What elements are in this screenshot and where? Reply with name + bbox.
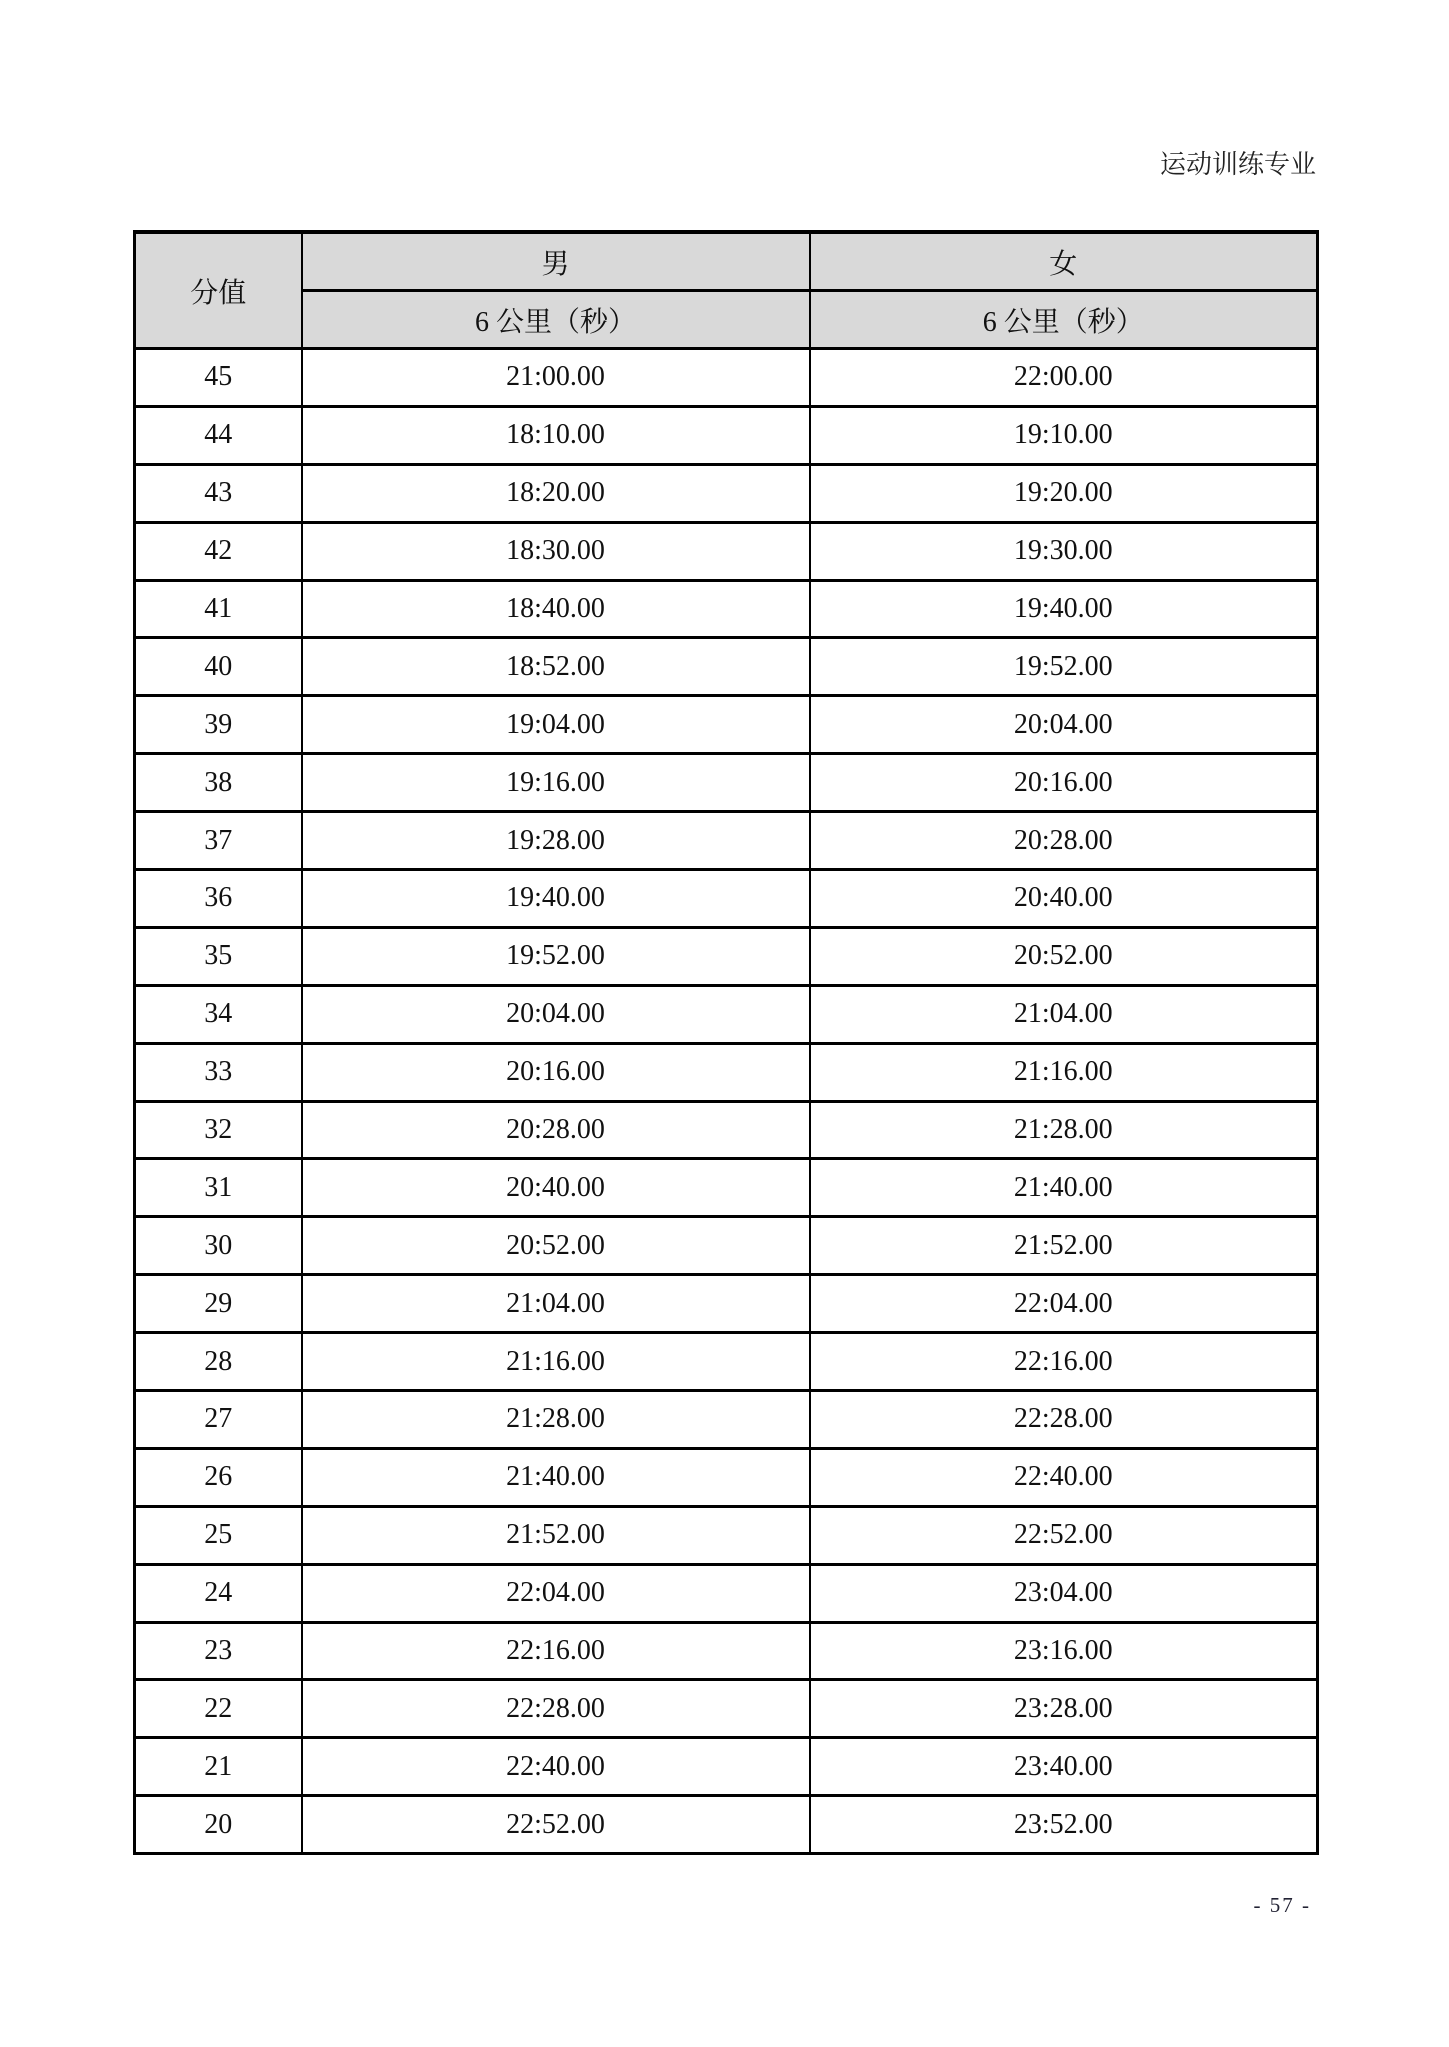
male-time-cell: 20:28.00 (302, 1101, 810, 1159)
score-cell: 36 (135, 870, 302, 928)
table-row (135, 1391, 1318, 1449)
female-event-header: 6 公里（秒） (810, 291, 1318, 349)
female-time-cell: 21:04.00 (810, 985, 1318, 1043)
female-time-cell: 23:40.00 (810, 1738, 1318, 1796)
score-cell: 32 (135, 1101, 302, 1159)
table-row (135, 927, 1318, 985)
female-time-cell: 23:04.00 (810, 1564, 1318, 1622)
score-cell: 43 (135, 464, 302, 522)
table-row (135, 1101, 1318, 1159)
table-row (135, 580, 1318, 638)
table-row (135, 1796, 1318, 1854)
score-cell: 22 (135, 1680, 302, 1738)
male-time-cell: 21:40.00 (302, 1448, 810, 1506)
male-time-cell: 21:04.00 (302, 1275, 810, 1333)
running-header: 运动训练专业 (1159, 150, 1316, 179)
table-row (135, 406, 1318, 464)
male-time-cell: 18:52.00 (302, 638, 810, 696)
score-cell: 28 (135, 1333, 302, 1391)
male-time-cell: 18:30.00 (302, 522, 810, 580)
table-row (135, 464, 1318, 522)
score-cell: 29 (135, 1275, 302, 1333)
event-header-row (135, 291, 1318, 349)
table-row (135, 696, 1318, 754)
table-row (135, 1506, 1318, 1564)
female-time-cell: 21:16.00 (810, 1043, 1318, 1101)
score-cell: 34 (135, 985, 302, 1043)
table-row (135, 812, 1318, 870)
male-time-cell: 18:40.00 (302, 580, 810, 638)
male-time-cell: 18:10.00 (302, 406, 810, 464)
female-time-cell: 23:52.00 (810, 1796, 1318, 1854)
male-event-header: 6 公里（秒） (302, 291, 810, 349)
score-cell: 20 (135, 1796, 302, 1854)
score-cell: 31 (135, 1159, 302, 1217)
score-cell: 41 (135, 580, 302, 638)
female-group-header: 女 (810, 232, 1318, 291)
male-time-cell: 22:28.00 (302, 1680, 810, 1738)
page-number: - 57 - (1253, 1893, 1311, 1917)
group-header-row (135, 232, 1318, 291)
table-row (135, 1217, 1318, 1275)
table-row (135, 349, 1318, 407)
female-time-cell: 23:28.00 (810, 1680, 1318, 1738)
female-time-cell: 22:00.00 (810, 349, 1318, 407)
male-time-cell: 21:28.00 (302, 1391, 810, 1449)
table-row (135, 754, 1318, 812)
score-cell: 33 (135, 1043, 302, 1101)
score-cell: 40 (135, 638, 302, 696)
female-time-cell: 20:52.00 (810, 927, 1318, 985)
female-time-cell: 20:16.00 (810, 754, 1318, 812)
female-time-cell: 22:04.00 (810, 1275, 1318, 1333)
score-column-header: 分值 (135, 232, 302, 349)
score-cell: 23 (135, 1622, 302, 1680)
table-row (135, 1043, 1318, 1101)
score-cell: 27 (135, 1391, 302, 1449)
score-cell: 44 (135, 406, 302, 464)
male-time-cell: 21:52.00 (302, 1506, 810, 1564)
score-cell: 21 (135, 1738, 302, 1796)
score-cell: 45 (135, 349, 302, 407)
female-time-cell: 21:40.00 (810, 1159, 1318, 1217)
table-row (135, 1275, 1318, 1333)
female-time-cell: 19:30.00 (810, 522, 1318, 580)
table-row (135, 638, 1318, 696)
female-time-cell: 19:40.00 (810, 580, 1318, 638)
female-time-cell: 22:52.00 (810, 1506, 1318, 1564)
female-time-cell: 22:40.00 (810, 1448, 1318, 1506)
female-time-cell: 20:28.00 (810, 812, 1318, 870)
score-cell: 30 (135, 1217, 302, 1275)
table-row (135, 1680, 1318, 1738)
male-time-cell: 19:28.00 (302, 812, 810, 870)
table-row (135, 1333, 1318, 1391)
score-cell: 25 (135, 1506, 302, 1564)
male-time-cell: 22:04.00 (302, 1564, 810, 1622)
male-time-cell: 21:00.00 (302, 349, 810, 407)
female-time-cell: 20:04.00 (810, 696, 1318, 754)
table-row (135, 522, 1318, 580)
table-row (135, 1564, 1318, 1622)
score-cell: 42 (135, 522, 302, 580)
male-time-cell: 18:20.00 (302, 464, 810, 522)
male-time-cell: 22:52.00 (302, 1796, 810, 1854)
score-table-header (135, 232, 1318, 349)
male-group-header: 男 (302, 232, 810, 291)
male-time-cell: 20:52.00 (302, 1217, 810, 1275)
score-cell: 39 (135, 696, 302, 754)
score-table-body (135, 349, 1318, 1854)
female-time-cell: 19:52.00 (810, 638, 1318, 696)
male-time-cell: 22:16.00 (302, 1622, 810, 1680)
score-cell: 24 (135, 1564, 302, 1622)
score-cell: 38 (135, 754, 302, 812)
score-table (133, 230, 1319, 1855)
score-cell: 37 (135, 812, 302, 870)
male-time-cell: 20:04.00 (302, 985, 810, 1043)
score-cell: 26 (135, 1448, 302, 1506)
male-time-cell: 19:16.00 (302, 754, 810, 812)
table-row (135, 870, 1318, 928)
table-row (135, 1622, 1318, 1680)
male-time-cell: 19:04.00 (302, 696, 810, 754)
female-time-cell: 21:28.00 (810, 1101, 1318, 1159)
female-time-cell: 19:10.00 (810, 406, 1318, 464)
male-time-cell: 20:40.00 (302, 1159, 810, 1217)
male-time-cell: 21:16.00 (302, 1333, 810, 1391)
female-time-cell: 20:40.00 (810, 870, 1318, 928)
female-time-cell: 19:20.00 (810, 464, 1318, 522)
female-time-cell: 21:52.00 (810, 1217, 1318, 1275)
score-cell: 35 (135, 927, 302, 985)
table-row (135, 1448, 1318, 1506)
female-time-cell: 23:16.00 (810, 1622, 1318, 1680)
female-time-cell: 22:28.00 (810, 1391, 1318, 1449)
table-row (135, 1738, 1318, 1796)
male-time-cell: 20:16.00 (302, 1043, 810, 1101)
male-time-cell: 19:40.00 (302, 870, 810, 928)
male-time-cell: 22:40.00 (302, 1738, 810, 1796)
female-time-cell: 22:16.00 (810, 1333, 1318, 1391)
table-row (135, 985, 1318, 1043)
table-row (135, 1159, 1318, 1217)
male-time-cell: 19:52.00 (302, 927, 810, 985)
